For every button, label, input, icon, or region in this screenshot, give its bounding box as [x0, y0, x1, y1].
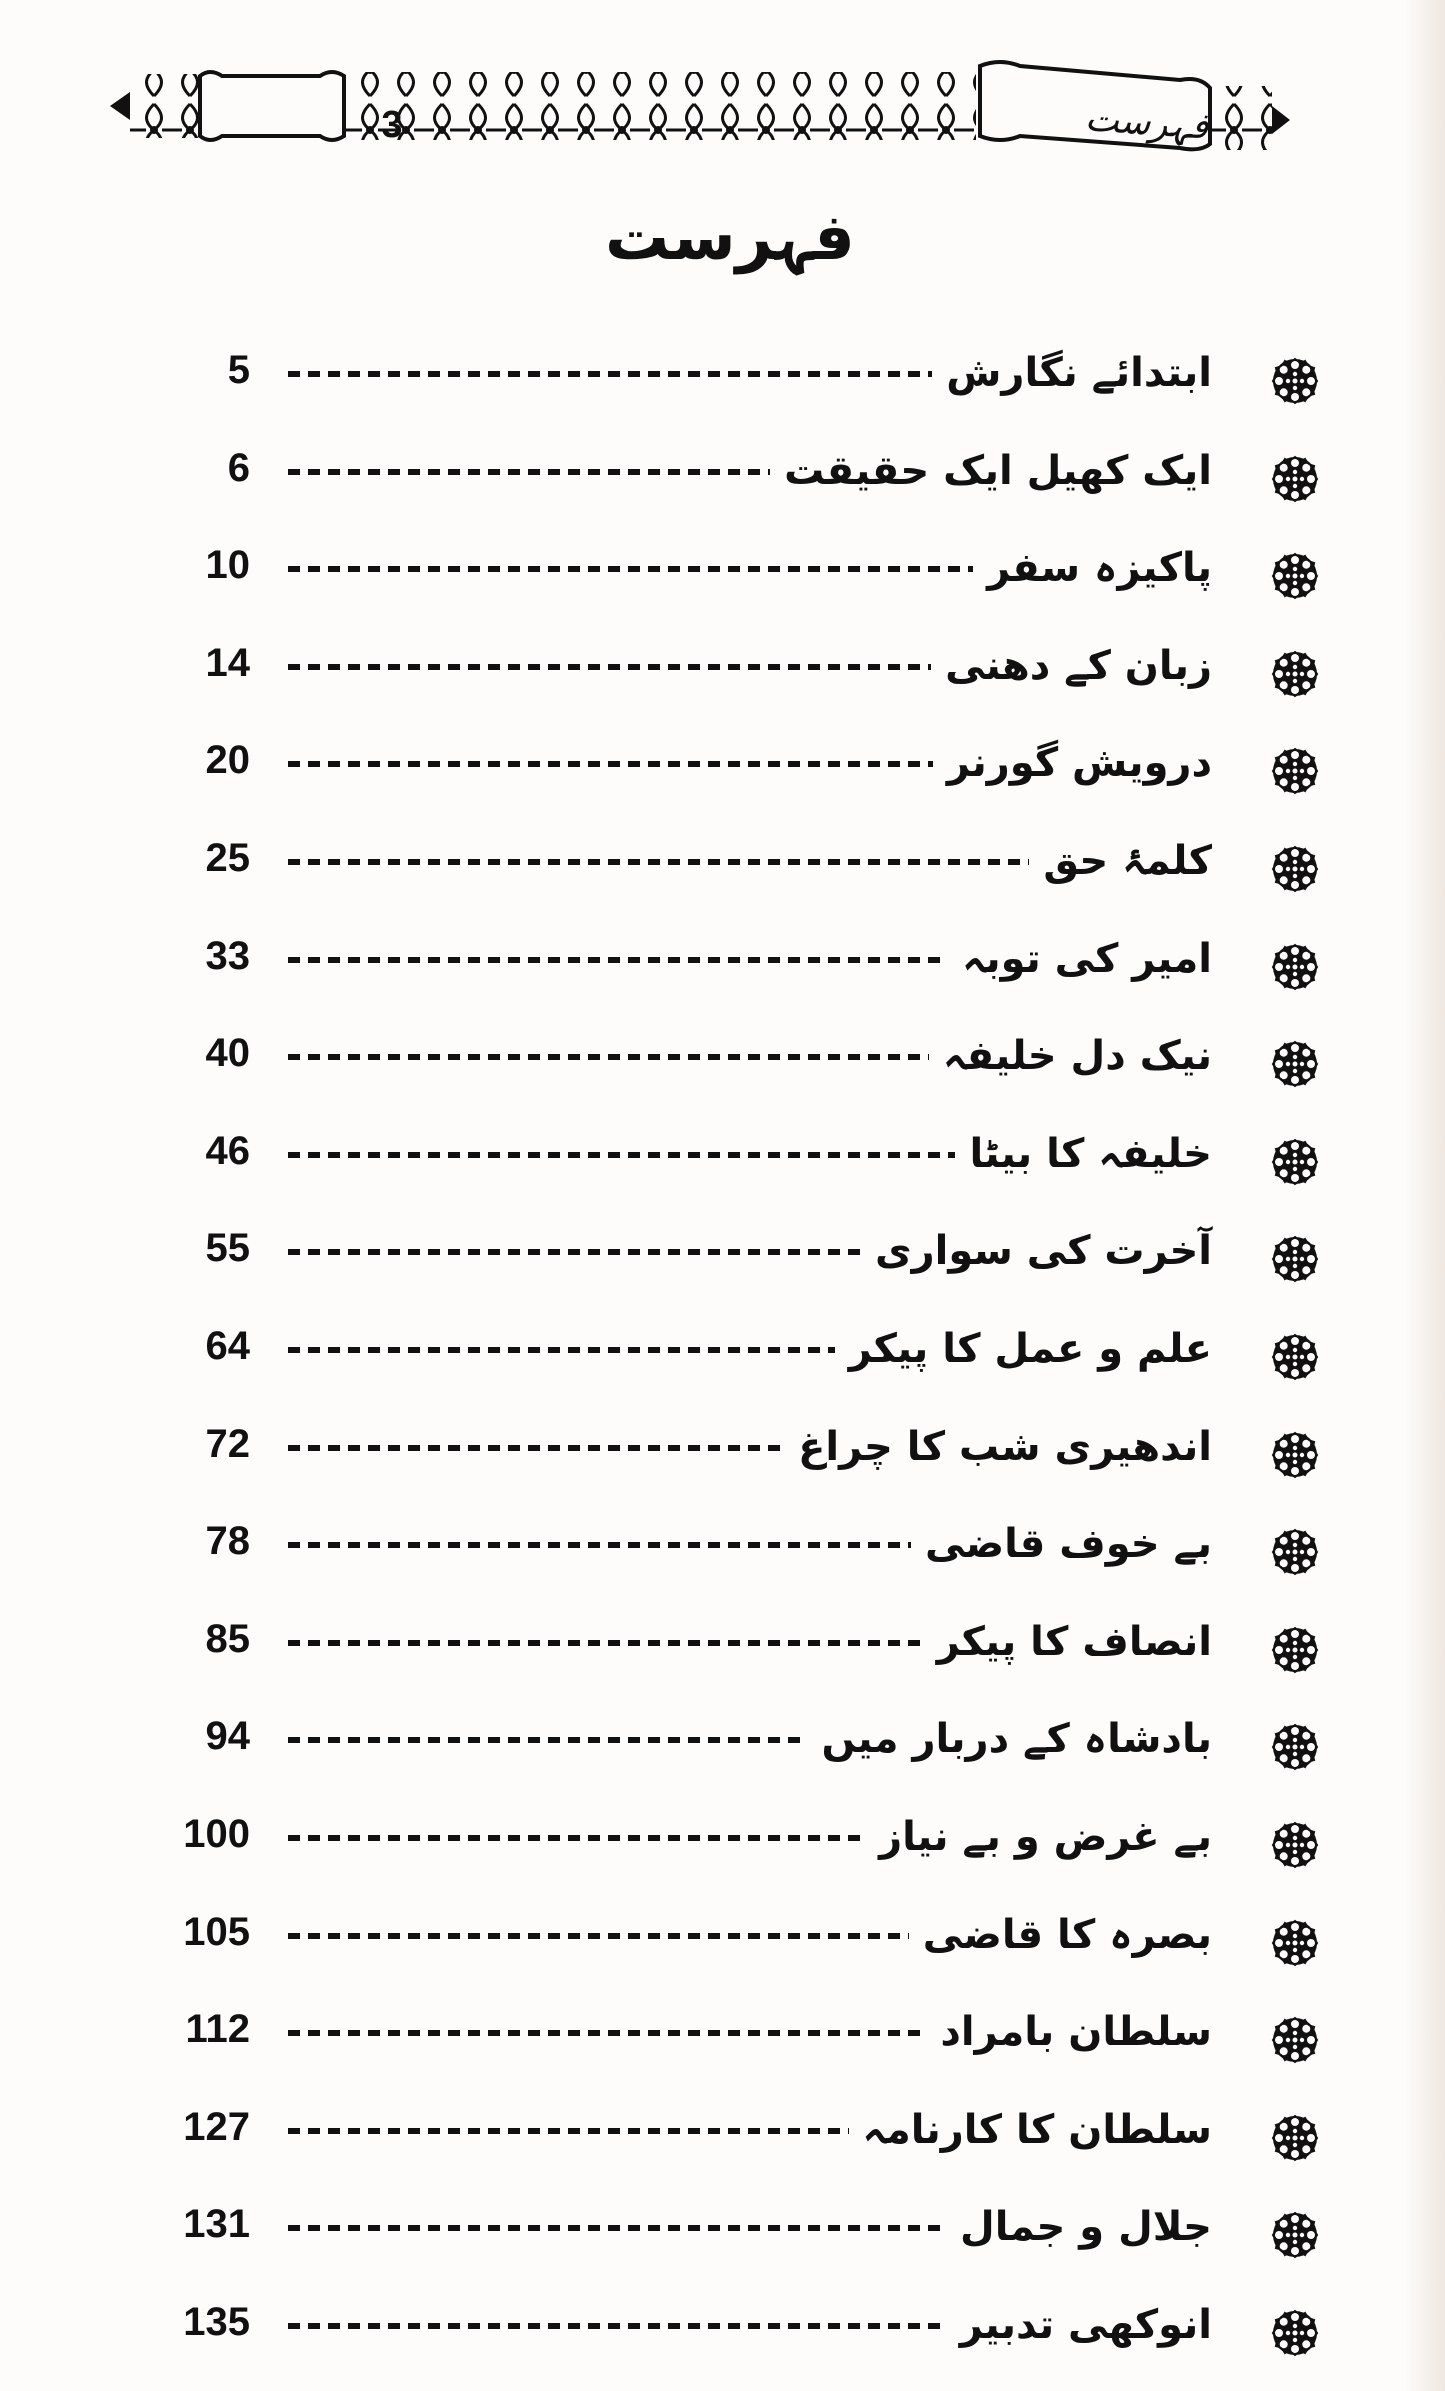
- flower-rosette-icon: [1270, 1430, 1320, 1480]
- page-title: فہرست: [605, 201, 855, 275]
- dotted-leader: [288, 1445, 784, 1451]
- toc-page-number: 100: [183, 1811, 250, 1856]
- flower-rosette-icon: [1270, 2015, 1320, 2065]
- toc-entry-title: انصاف کا پیکر: [936, 1619, 1212, 1665]
- toc-entry[interactable]: [140, 1994, 1320, 2064]
- toc-page-number: 10: [205, 542, 250, 587]
- dotted-leader: [288, 2225, 946, 2231]
- toc-entry-title: جلال و جمال: [960, 2204, 1212, 2250]
- toc-entry[interactable]: [140, 335, 1320, 405]
- toc-entry-title: بصرہ کا قاضی: [922, 1912, 1212, 1958]
- dotted-leader: [288, 1933, 909, 1939]
- toc-entry[interactable]: [140, 725, 1320, 795]
- toc-entry-title: آخرت کی سواری: [874, 1228, 1212, 1274]
- toc-entry[interactable]: [140, 628, 1320, 698]
- toc-entry-title: نیک دل خلیفہ: [942, 1033, 1212, 1079]
- dotted-leader: [288, 2128, 849, 2134]
- toc-entry[interactable]: [140, 1018, 1320, 1088]
- flower-rosette-icon: [1270, 1039, 1320, 1089]
- toc-page-number: 85: [205, 1616, 250, 1661]
- flower-rosette-icon: [1270, 551, 1320, 601]
- toc-page-number: 131: [183, 2201, 250, 2246]
- flower-rosette-icon: [1270, 454, 1320, 504]
- flower-rosette-icon: [1270, 2308, 1320, 2358]
- flower-rosette-icon: [1270, 942, 1320, 992]
- dotted-leader: [288, 1347, 835, 1353]
- dotted-leader: [288, 2030, 926, 2036]
- toc-page-number: 72: [205, 1421, 250, 1466]
- flower-rosette-icon: [1270, 844, 1320, 894]
- dotted-leader: [288, 1737, 807, 1743]
- toc-page-number: 6: [227, 445, 250, 490]
- dotted-leader: [288, 761, 933, 767]
- toc-entry[interactable]: [140, 823, 1320, 893]
- toc-entry[interactable]: [140, 1116, 1320, 1186]
- toc-entry[interactable]: [140, 433, 1320, 503]
- running-title: فہرست: [1083, 98, 1210, 148]
- flower-rosette-icon: [1270, 1820, 1320, 1870]
- toc-entry[interactable]: [140, 1701, 1320, 1771]
- toc-page-number: 20: [205, 737, 250, 782]
- dotted-leader: [288, 1542, 911, 1548]
- toc-page-number: 55: [205, 1225, 250, 1270]
- dotted-leader: [288, 1640, 923, 1646]
- toc-entry-title: زبان کے دھنی: [945, 643, 1212, 689]
- flower-rosette-icon: [1270, 356, 1320, 406]
- toc-entry[interactable]: [140, 1799, 1320, 1869]
- flower-rosette-icon: [1270, 1527, 1320, 1577]
- toc-entry-title: کلمۂ حق: [1043, 838, 1212, 884]
- dotted-leader: [288, 371, 932, 377]
- toc-page-number: 64: [205, 1323, 250, 1368]
- flower-rosette-icon: [1270, 1625, 1320, 1675]
- toc-entry-title: بادشاہ کے دربار میں: [821, 1716, 1212, 1762]
- toc-entry[interactable]: [140, 1604, 1320, 1674]
- toc-page-number: 112: [185, 2006, 250, 2051]
- toc-entry[interactable]: [140, 1506, 1320, 1576]
- toc-page-number: 105: [183, 1909, 250, 1954]
- toc-entry-title: سلطان بامراد: [940, 2009, 1212, 2055]
- toc-entry-title: درویش گورنر: [946, 740, 1212, 786]
- toc-page-number: 127: [183, 2104, 250, 2149]
- toc-page-number: 33: [205, 933, 250, 978]
- flower-rosette-icon: [1270, 1234, 1320, 1284]
- toc-entry-title: سلطان کا کارنامہ: [862, 2107, 1212, 2153]
- toc-entry[interactable]: [140, 1409, 1320, 1479]
- toc-page-number: 94: [205, 1713, 250, 1758]
- dotted-leader: [288, 1835, 865, 1841]
- toc-page-number: 25: [205, 835, 250, 880]
- flower-rosette-icon: [1270, 746, 1320, 796]
- toc-entry-title: پاکیزہ سفر: [987, 545, 1212, 591]
- toc-entry[interactable]: [140, 1897, 1320, 1967]
- toc-entry[interactable]: [140, 1311, 1320, 1381]
- flower-rosette-icon: [1270, 2210, 1320, 2260]
- toc-entry-title: بے غرض و بے نیاز: [879, 1814, 1212, 1860]
- toc-entry[interactable]: [140, 2287, 1320, 2357]
- toc-entry-title: انوکھی تدبیر: [959, 2302, 1212, 2348]
- dotted-leader: [288, 2323, 946, 2329]
- toc-entry[interactable]: [140, 530, 1320, 600]
- toc-page-number: 5: [227, 347, 250, 392]
- dotted-leader: [288, 1249, 861, 1255]
- flower-rosette-icon: [1270, 649, 1320, 699]
- flower-rosette-icon: [1270, 1332, 1320, 1382]
- toc-entry[interactable]: [140, 2189, 1320, 2259]
- dotted-leader: [288, 469, 770, 475]
- toc-entry-title: ایک کھیل ایک حقیقت: [784, 448, 1212, 494]
- toc-page-number: 46: [205, 1128, 250, 1173]
- toc-entry-title: امیر کی توبہ: [962, 936, 1212, 982]
- toc-entry-title: خلیفہ کا بیٹا: [969, 1131, 1212, 1177]
- toc-entry-title: ابتدائے نگارش: [946, 350, 1212, 396]
- flower-rosette-icon: [1270, 1137, 1320, 1187]
- dotted-leader: [288, 859, 1029, 865]
- flower-rosette-icon: [1270, 2113, 1320, 2163]
- toc-page-number: 40: [205, 1030, 250, 1075]
- toc-entry[interactable]: [140, 921, 1320, 991]
- dotted-leader: [288, 957, 948, 963]
- dotted-leader: [288, 1054, 929, 1060]
- dotted-leader: [288, 566, 973, 572]
- dotted-leader: [288, 1152, 955, 1158]
- toc-entry-title: علم و عمل کا پیکر: [848, 1326, 1212, 1372]
- toc-page-number: 14: [205, 640, 250, 685]
- dotted-leader: [288, 664, 931, 670]
- toc-entry[interactable]: [140, 2092, 1320, 2162]
- flower-rosette-icon: [1270, 1722, 1320, 1772]
- page-number: 3: [381, 104, 403, 146]
- flower-rosette-icon: [1270, 1918, 1320, 1968]
- toc-entry[interactable]: [140, 1213, 1320, 1283]
- toc-entry-title: اندھیری شب کا چراغ: [798, 1424, 1212, 1470]
- toc-page-number: 135: [183, 2299, 250, 2344]
- toc-page-number: 78: [205, 1518, 250, 1563]
- toc-entry-title: بے خوف قاضی: [924, 1521, 1212, 1567]
